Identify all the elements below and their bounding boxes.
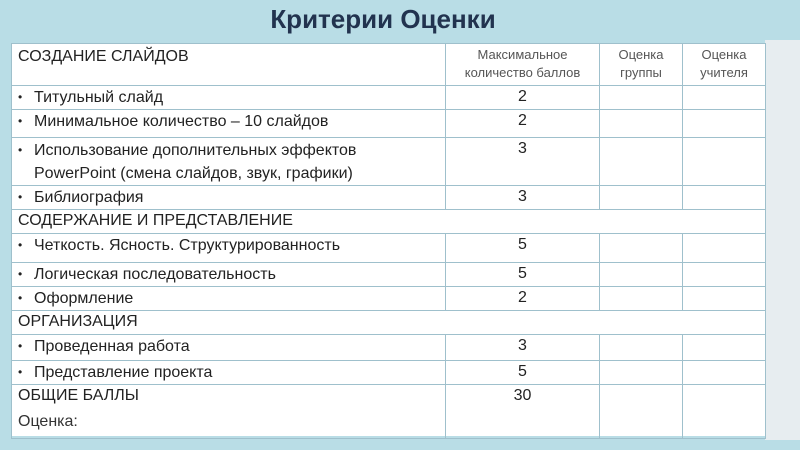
bullet-icon: • <box>18 238 23 252</box>
section-title-slides: СОЗДАНИЕ СЛАЙДОВ <box>12 44 446 86</box>
criterion-cell <box>12 186 446 210</box>
max-score-value: 5 <box>446 234 600 263</box>
criterion-label: Четкость. Ясность. Структурированность <box>34 237 341 254</box>
criterion-label: Библиография <box>34 189 144 206</box>
teacher-score-cell[interactable] <box>683 263 766 287</box>
bullet-icon: • <box>18 114 23 128</box>
teacher-score-cell[interactable] <box>683 86 766 110</box>
section-row <box>12 311 766 335</box>
teacher-score-cell[interactable] <box>683 110 766 138</box>
criterion-cell <box>12 138 446 186</box>
max-score-header: Максимальное количество баллов <box>446 44 600 86</box>
table-row <box>12 335 766 361</box>
bullet-icon: • <box>18 143 23 157</box>
criterion-cell <box>12 234 446 263</box>
max-score-value: 5 <box>446 263 600 287</box>
header-row <box>12 44 766 86</box>
teacher-score-cell[interactable] <box>683 335 766 361</box>
max-score-value: 3 <box>446 335 600 361</box>
section-row <box>12 210 766 234</box>
criterion-cell <box>12 86 446 110</box>
bullet-icon: • <box>18 291 23 305</box>
table-row <box>12 234 766 263</box>
max-score-value: 2 <box>446 86 600 110</box>
table-row <box>12 287 766 311</box>
table-row <box>12 138 766 186</box>
criterion-cell <box>12 335 446 361</box>
max-score-value: 3 <box>446 186 600 210</box>
teacher-total-cell[interactable] <box>683 385 766 439</box>
max-score-value: 5 <box>446 361 600 385</box>
criterion-label: Представление проекта <box>34 364 213 381</box>
total-row <box>12 385 766 439</box>
section-title-content: СОДЕРЖАНИЕ И ПРЕДСТАВЛЕНИЕ <box>12 210 766 234</box>
criterion-cell <box>12 263 446 287</box>
bullet-icon: • <box>18 190 23 204</box>
group-score-cell[interactable] <box>600 110 683 138</box>
criterion-cell <box>12 287 446 311</box>
table-row <box>12 110 766 138</box>
table-row <box>12 361 766 385</box>
teacher-score-cell[interactable] <box>683 361 766 385</box>
group-score-cell[interactable] <box>600 335 683 361</box>
max-score-value: 2 <box>446 287 600 311</box>
group-score-cell[interactable] <box>600 86 683 110</box>
bullet-icon: • <box>18 339 23 353</box>
teacher-score-cell[interactable] <box>683 287 766 311</box>
bullet-icon: • <box>18 90 23 104</box>
group-score-header: Оценка группы <box>600 44 683 86</box>
criteria-table <box>11 43 766 439</box>
sheet-shadow <box>765 40 800 440</box>
criterion-cell <box>12 361 446 385</box>
table-row <box>12 186 766 210</box>
criterion-label: Титульный слайд <box>34 89 164 106</box>
total-label: ОБЩИЕ БАЛЛЫ <box>18 387 139 404</box>
group-total-cell[interactable] <box>600 385 683 439</box>
group-score-cell[interactable] <box>600 287 683 311</box>
teacher-score-header: Оценка учителя <box>683 44 766 86</box>
criterion-label: Логическая последовательность <box>34 266 276 283</box>
total-cell <box>12 385 446 439</box>
criterion-label: Использование дополнительных эффектов PowerPoint (смена слайдов, звук, графики) <box>34 142 357 182</box>
table-row <box>12 263 766 287</box>
max-score-value: 2 <box>446 110 600 138</box>
criterion-cell <box>12 110 446 138</box>
table-row <box>12 86 766 110</box>
slide-title: Критерии Оценки <box>270 4 496 34</box>
criterion-label: Минимальное количество – 10 слайдов <box>34 113 329 130</box>
criterion-label: Оформление <box>34 290 134 307</box>
group-score-cell[interactable] <box>600 138 683 186</box>
teacher-score-cell[interactable] <box>683 186 766 210</box>
grade-label: Оценка: <box>18 413 78 430</box>
bullet-icon: • <box>18 365 23 379</box>
group-score-cell[interactable] <box>600 186 683 210</box>
teacher-score-cell[interactable] <box>683 234 766 263</box>
criterion-label: Проведенная работа <box>34 338 190 355</box>
group-score-cell[interactable] <box>600 234 683 263</box>
teacher-score-cell[interactable] <box>683 138 766 186</box>
max-score-value: 3 <box>446 138 600 186</box>
group-score-cell[interactable] <box>600 361 683 385</box>
bullet-icon: • <box>18 267 23 281</box>
total-max-value: 30 <box>446 385 600 439</box>
section-title-organization: ОРГАНИЗАЦИЯ <box>12 311 766 335</box>
group-score-cell[interactable] <box>600 263 683 287</box>
